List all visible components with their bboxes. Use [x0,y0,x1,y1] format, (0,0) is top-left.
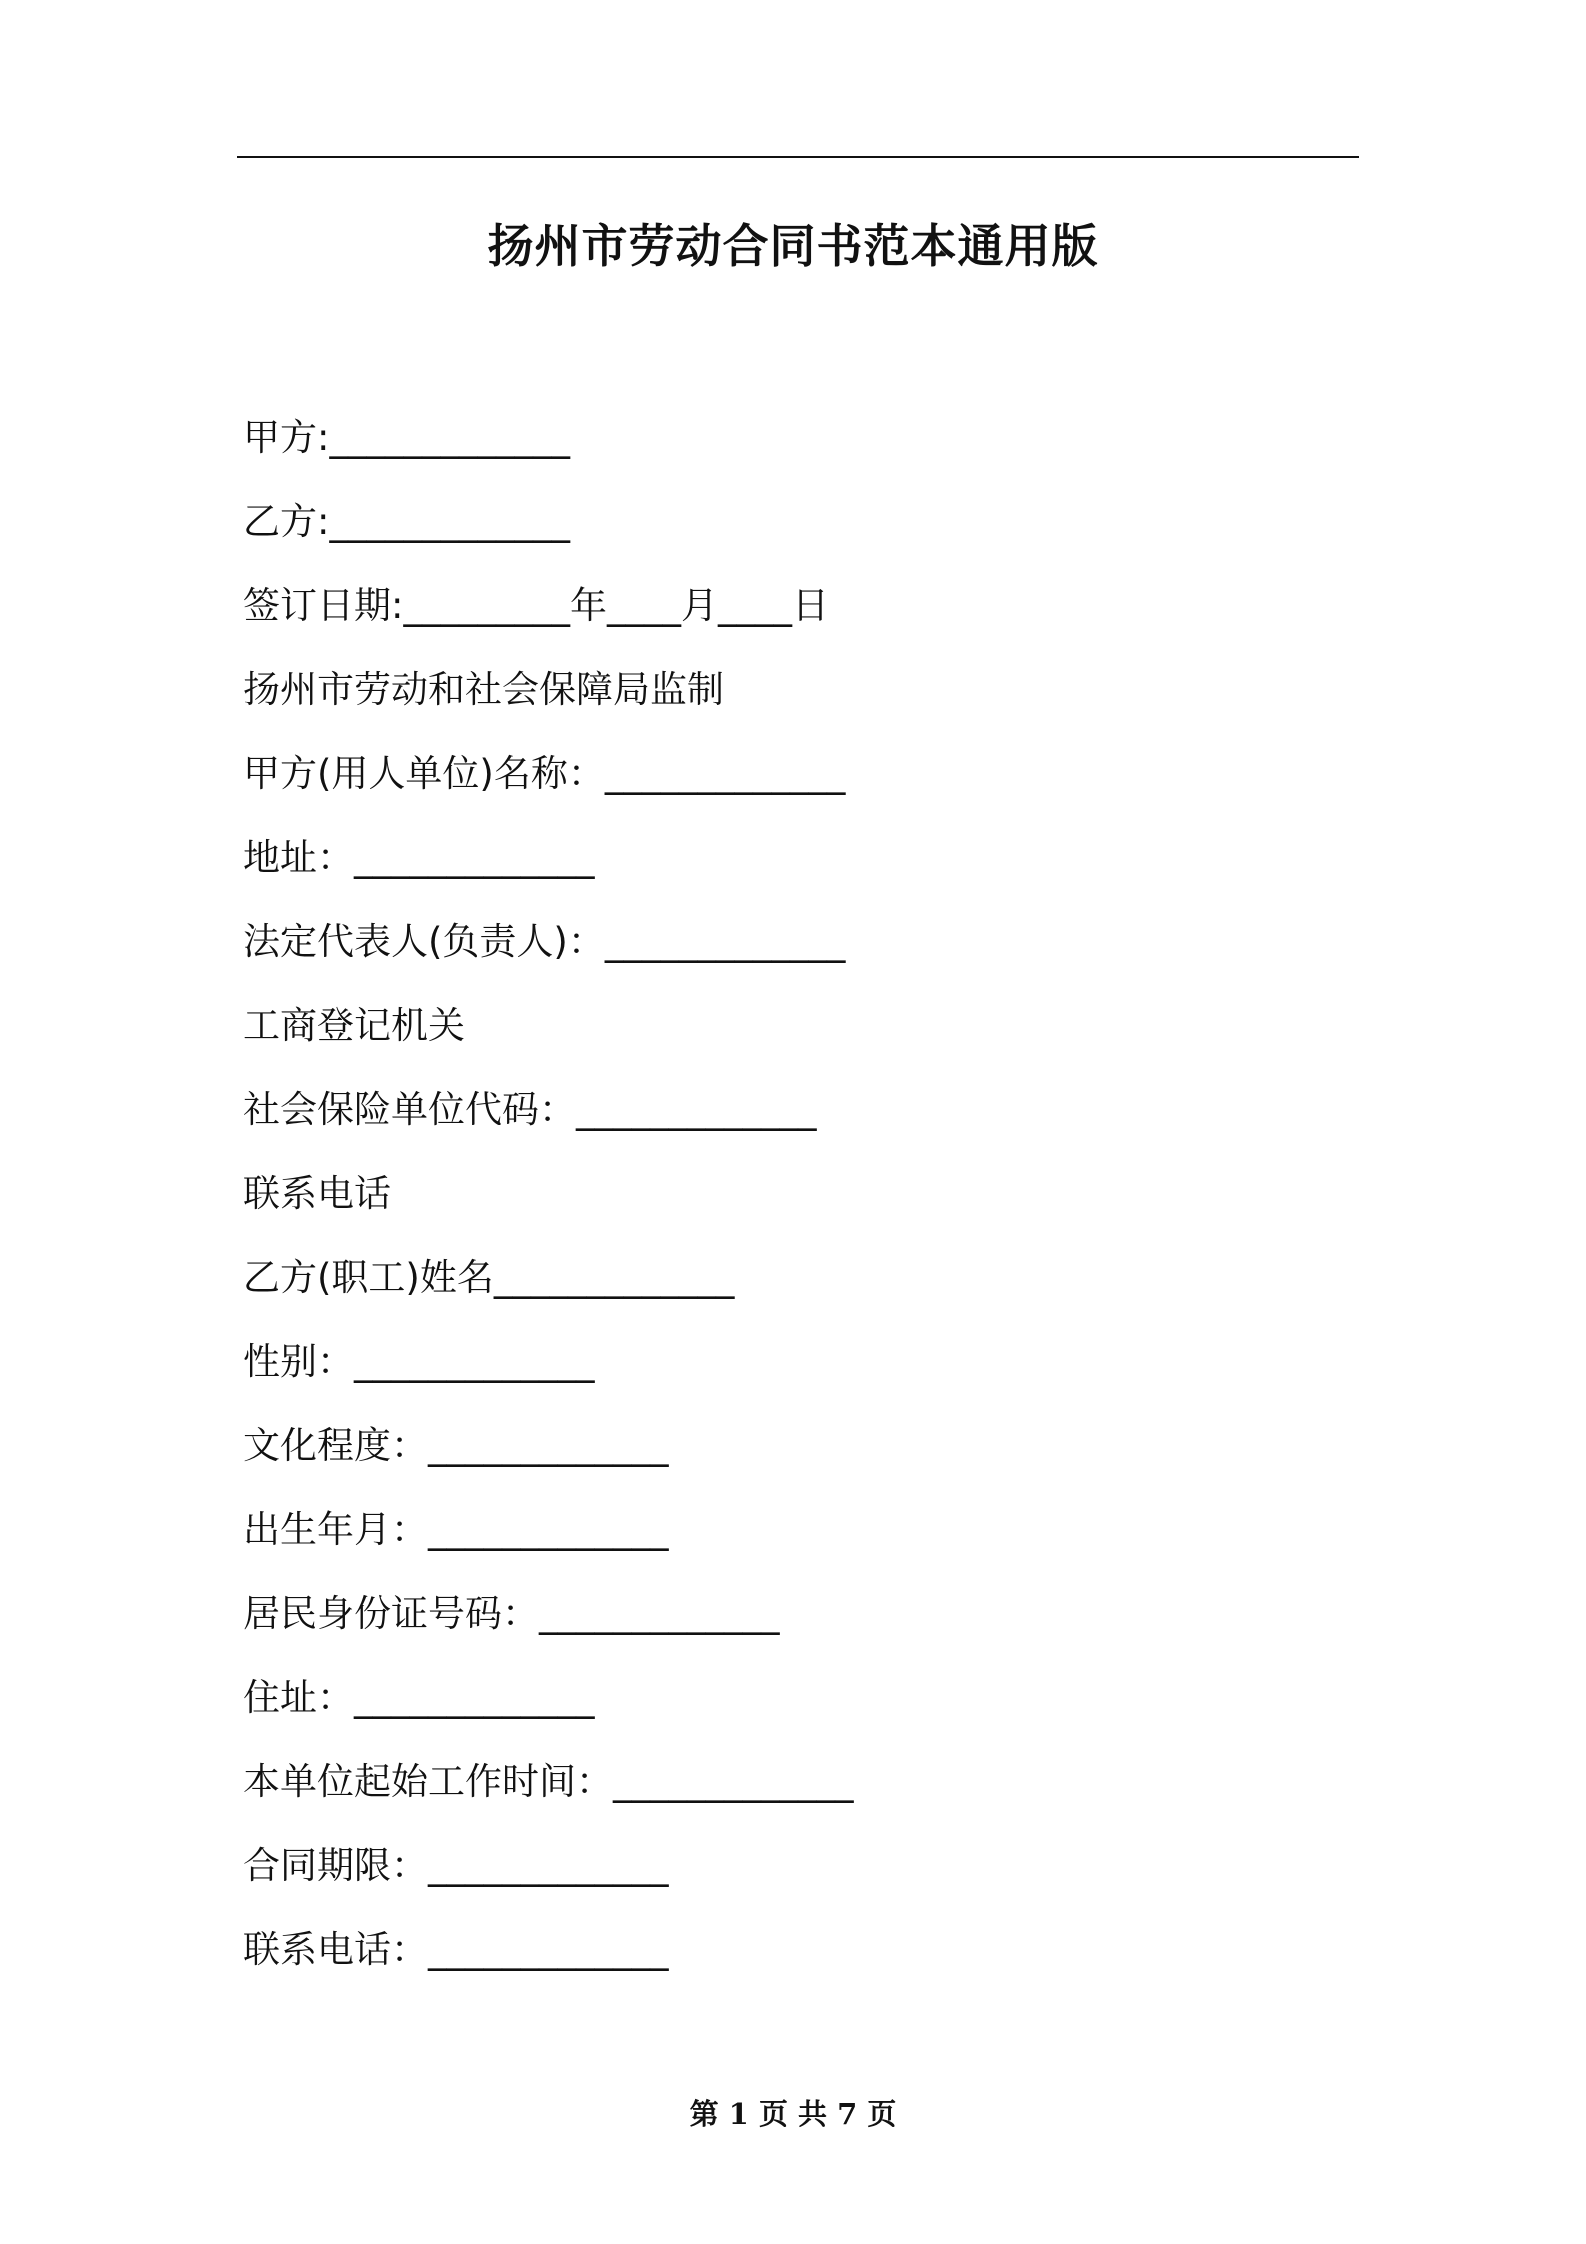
field-party-a: 甲方:_____________ [243,416,570,459]
field-employee-name: 乙方(职工)姓名_____________ [243,1256,735,1299]
document-title: 扬州市劳动合同书范本通用版 [487,219,1099,273]
field-employer-name: 甲方(用人单位)名称：_____________ [243,752,846,795]
field-social-insurance-code: 社会保险单位代码：_____________ [243,1088,817,1131]
field-employer-address: 地址：_____________ [243,836,595,879]
header-rule [237,156,1359,158]
field-employee-phone: 联系电话：_____________ [243,1928,669,1971]
form-fields [243,408,1343,2004]
field-birth-date: 出生年月：_____________ [243,1508,669,1551]
field-registration-authority: 工商登记机关 [243,1004,465,1047]
field-contract-term: 合同期限：_____________ [243,1844,669,1887]
field-legal-representative: 法定代表人(负责人)：_____________ [243,920,846,963]
field-signing-date: 签订日期:_________年____月____日 [243,584,829,627]
field-party-b: 乙方:_____________ [243,500,570,543]
field-education: 文化程度：_____________ [243,1424,669,1467]
supervisor-note: 扬州市劳动和社会保障局监制 [243,668,724,711]
field-start-date: 本单位起始工作时间：_____________ [243,1760,854,1803]
field-employer-phone: 联系电话 [243,1172,391,1215]
field-gender: 性别：_____________ [243,1340,595,1383]
field-id-number: 居民身份证号码：_____________ [243,1592,780,1635]
page-number: 第 1 页 共 7 页 [689,2097,897,2131]
field-residence: 住址：_____________ [243,1676,595,1719]
